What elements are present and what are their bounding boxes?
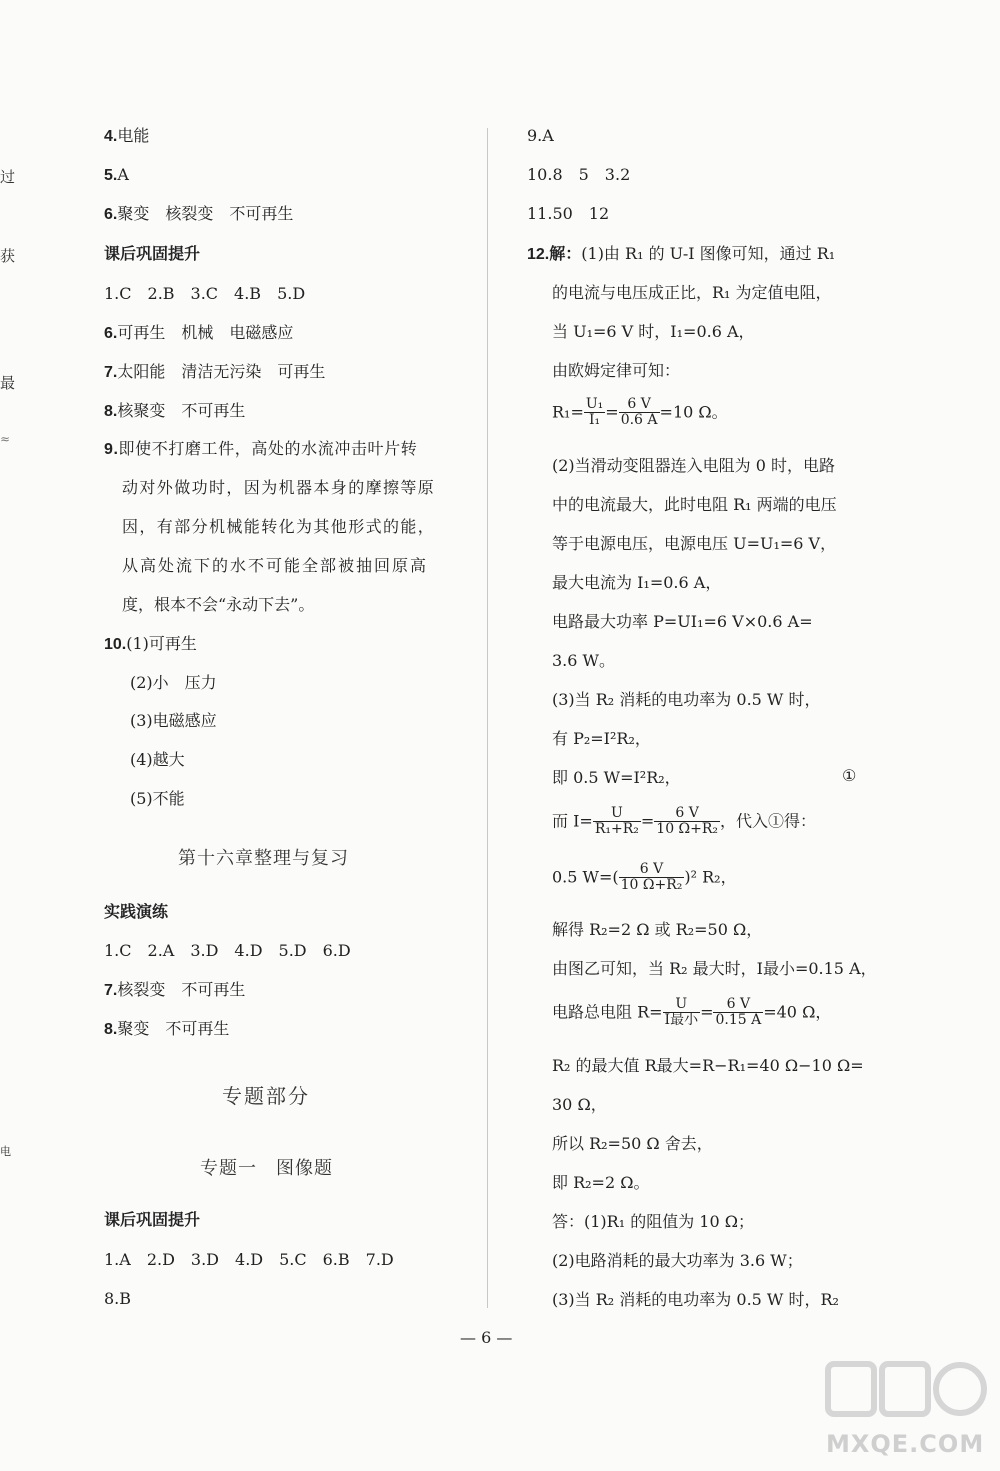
solution-line: R₂ 的最大值 R最大=R−R₁=40 Ω−10 Ω=	[552, 1056, 864, 1075]
formula-line: R₁= $\frac{\text{U₁}}{\text{I₁}}$ = $\frac{6 V}{0.6 A}$ =10 Ω。	[552, 396, 728, 429]
answer-line: 4.电能	[104, 126, 150, 145]
column-divider	[487, 128, 488, 1308]
solution-line: (3)当 R₂ 消耗的电功率为 0.5 W 时，	[552, 690, 821, 709]
answer-line: 度，根本不会“永动下去”。	[122, 595, 315, 614]
page-number: — 6 —	[460, 1328, 513, 1347]
edge-fragment: 获	[0, 247, 16, 265]
answer-line: 8.聚变 不可再生	[104, 1019, 230, 1038]
chapter-title: 第十六章整理与复习	[178, 848, 349, 869]
fraction: $\frac{\text{U₁}}{\text{I₁}}$	[585, 396, 604, 429]
edge-fragment: 电	[0, 1145, 11, 1158]
answer-line: 因，有部分机械能转化为其他形式的能，	[122, 517, 436, 536]
answer-line: 9.A	[527, 126, 554, 145]
solution-line: (2)当滑动变阻器连入电阻为 0 时，电路	[552, 456, 836, 475]
answer-line: 1.C 2.B 3.C 4.B 5.D	[104, 284, 306, 303]
solution-line: 有 P₂=I²R₂，	[552, 729, 651, 748]
solution-line: 即 0.5 W=I²R₂，	[552, 768, 681, 787]
fraction: $\frac{6 V}{0.6 A}$	[620, 396, 658, 429]
answer-line: 6.可再生 机械 电磁感应	[104, 323, 294, 342]
formula-line: 而 I= $\frac{U}{\text{R₁+R₂}}$ = $\frac{6 V}{\text{10 Ω+R₂}}$ ，代入①得：	[552, 805, 817, 838]
solution-line: 最大电流为 I₁=0.6 A，	[552, 573, 722, 592]
fraction: $\frac{6 V}{\text{10 Ω+R₂}}$	[620, 861, 683, 894]
fraction: $\frac{U}{\text{I最小}}$	[664, 996, 699, 1029]
solution-line: 电路最大功率 P=UI₁=6 V×0.6 A=	[552, 612, 813, 631]
answer-line: (2)小 压力	[130, 673, 217, 692]
solution-line: 答：(1)R₁ 的阻值为 10 Ω；	[552, 1212, 755, 1231]
answer-line: (3)电磁感应	[130, 711, 217, 730]
answer-line: 7.核裂变 不可再生	[104, 980, 246, 999]
edge-fragment: ≈	[0, 432, 11, 446]
answer-line: 动对外做功时，因为机器本身的摩擦等原	[122, 478, 436, 497]
answer-line: (5)不能	[130, 789, 185, 808]
solution-line: 等于电源电压，电源电压 U=U₁=6 V，	[552, 534, 837, 553]
watermark-text: MXQE.COM	[826, 1430, 985, 1458]
solution-line: (2)电路消耗的最大功率为 3.6 W；	[552, 1251, 803, 1270]
answer-line: (4)越大	[130, 750, 185, 769]
solution-line: 由图乙可知，当 R₂ 最大时，I最小=0.15 A，	[552, 959, 877, 978]
solution-line: 所以 R₂=50 Ω 舍去，	[552, 1134, 713, 1153]
topic-title: 专题一 图像题	[200, 1158, 333, 1179]
solution-line: 解得 R₂=2 Ω 或 R₂=50 Ω，	[552, 920, 763, 939]
answer-line: 10.(1)可再生	[104, 634, 197, 653]
solution-line: 3.6 W。	[552, 651, 615, 670]
fraction: $\frac{6 V}{\text{10 Ω+R₂}}$	[656, 805, 719, 838]
answer-line: 8.核聚变 不可再生	[104, 401, 246, 420]
answer-line: 5.A	[104, 165, 129, 184]
answer-line: 8.B	[104, 1289, 132, 1308]
answer-line: 7.太阳能 清洁无污染 可再生	[104, 362, 326, 381]
answer-line: 1.A 2.D 3.D 4.D 5.C 6.B 7.D	[104, 1250, 394, 1269]
solution-line: 12.解：(1)由 R₁ 的 U-I 图像可知，通过 R₁	[527, 244, 836, 263]
answer-line: 11.50 12	[527, 204, 610, 223]
fraction: $\frac{6 V}{0.15 A}$	[715, 996, 762, 1029]
solution-line: 的电流与电压成正比，R₁ 为定值电阻，	[552, 283, 832, 302]
solution-line: (3)当 R₂ 消耗的电功率为 0.5 W 时，R₂	[552, 1290, 839, 1309]
answer-line: 9.即使不打磨工件，高处的水流冲击叶片转	[104, 439, 418, 458]
section-heading: 课后巩固提升	[104, 1210, 201, 1229]
equation-marker: ①	[842, 766, 857, 785]
solution-line: 当 U₁=6 V 时，I₁=0.6 A，	[552, 322, 755, 341]
solution-line: 即 R₂=2 Ω。	[552, 1173, 650, 1192]
formula-line: 电路总电阻 R= $\frac{U}{\text{I最小}}$ = $\frac{6 V}{0.15 A}$ =40 Ω，	[552, 996, 832, 1029]
answer-line: 1.C 2.A 3.D 4.D 5.D 6.D	[104, 941, 351, 960]
section-heading: 实践演练	[104, 902, 169, 921]
answer-line: 10.8 5 3.2	[527, 165, 631, 184]
solution-line: 30 Ω，	[552, 1095, 607, 1114]
fraction: $\frac{U}{\text{R₁+R₂}}$	[594, 805, 639, 838]
edge-fragment: 过	[0, 168, 16, 186]
section-heading: 课后巩固提升	[104, 244, 201, 263]
formula-line: 0.5 W=( $\frac{6 V}{\text{10 Ω+R₂}}$ )² R₂，	[552, 861, 737, 894]
solution-line: 中的电流最大，此时电阻 R₁ 两端的电压	[552, 495, 837, 514]
answer-line: 6.聚变 核裂变 不可再生	[104, 204, 294, 223]
solution-line: 由欧姆定律可知：	[552, 361, 681, 380]
part-title: 专题部分	[222, 1084, 310, 1108]
answer-line: 从高处流下的水不可能全部被抽回原高	[122, 556, 429, 575]
edge-fragment: 最	[0, 374, 16, 392]
